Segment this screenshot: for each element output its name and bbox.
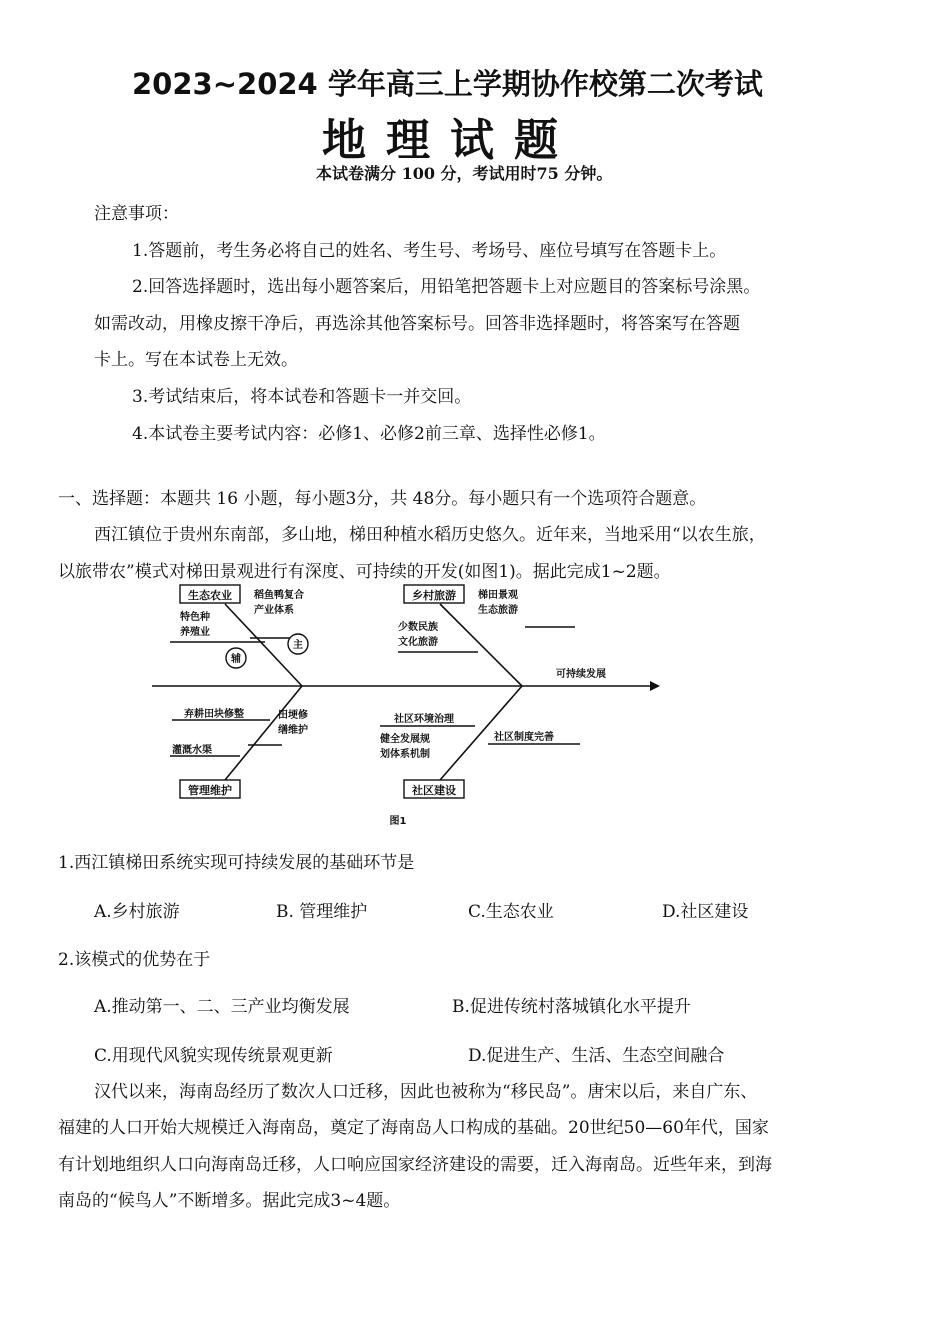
box-eco-agri-label: 生态农业: [188, 589, 232, 602]
label-terrace-landscape: 梯田景观: [478, 590, 518, 601]
option-c[interactable]: C.生态农业: [468, 902, 554, 922]
option-a[interactable]: A.乡村旅游: [94, 902, 180, 922]
section-heading: 一、选择题：本题共 16 小题，每小题3分，共 48分。每小题只有一个选项符合题意。: [58, 489, 707, 509]
label-goal: 可持续发展: [556, 669, 606, 680]
box-management-label: 管理维护: [188, 784, 232, 797]
label-minority-culture: 少数民族: [398, 622, 438, 633]
subject-title: 地理试题: [322, 115, 578, 166]
exam-title: 2023~2024 学年高三上学期协作校第二次考试: [132, 67, 763, 101]
main-label: 主: [293, 640, 303, 651]
label-special-farming: 养殖业: [180, 627, 210, 638]
label-ridge-repair: 缮维护: [278, 725, 308, 736]
notice-item: 1.答题前，考生务必将自己的姓名、考生号、考场号、座位号填写在答题卡上。: [132, 241, 727, 261]
label-rice-fish-duck: 稻鱼鸭复合: [254, 590, 304, 601]
option-d[interactable]: D.促进生产、生活、生态空间融合: [468, 1046, 725, 1066]
label-community-env: 社区环境治理: [394, 714, 454, 725]
label-community-system: 社区制度完善: [494, 732, 554, 743]
label-rice-fish-duck: 产业体系: [254, 605, 294, 616]
option-a[interactable]: A.推动第一、二、三产业均衡发展: [94, 997, 350, 1017]
option-b[interactable]: B. 管理维护: [276, 902, 368, 922]
passage-line: 汉代以来，海南岛经历了数次人口迁移，因此也被称为“移民岛”。唐宋以后，来自广东、: [94, 1082, 758, 1102]
option-d[interactable]: D.社区建设: [662, 902, 749, 922]
label-dev-planning: 健全发展规: [380, 734, 430, 745]
option-b[interactable]: B.促进传统村落城镇化水平提升: [452, 997, 691, 1017]
label-dev-planning: 划体系机制: [380, 749, 430, 760]
box-community-label: 社区建设: [412, 784, 456, 797]
figure-caption: 图1: [389, 816, 407, 827]
passage-line: 西江镇位于贵州东南部，多山地，梯田种植水稻历史悠久。近年来，当地采用“以农生旅，: [94, 525, 766, 545]
notice-item: 卡上。写在本试卷上无效。: [94, 350, 298, 370]
label-ridge-repair: 田埂修: [278, 710, 308, 721]
label-irrigation: 灌溉水渠: [172, 745, 212, 756]
passage-line: 以旅带农”模式对梯田景观进行有深度、可持续的开发(如图1)。据此完成1~2题。: [58, 562, 671, 582]
passage-line: 有计划地组织人口向海南岛迁移，人口响应国家经济建设的需要，迁入海南岛。近些年来，到海: [58, 1155, 772, 1175]
passage-line: 福建的人口开始大规模迁入海南岛，奠定了海南岛人口构成的基础。20世纪50—60年代，国家: [58, 1118, 769, 1138]
label-abandoned-fields: 弃耕田块修整: [184, 709, 244, 720]
notice-heading: 注意事项：: [94, 204, 179, 224]
option-c[interactable]: C.用现代风貌实现传统景观更新: [94, 1046, 333, 1066]
box-rural-tourism-label: 乡村旅游: [412, 589, 456, 602]
label-minority-culture: 文化旅游: [398, 637, 438, 648]
question-stem: 2.该模式的优势在于: [58, 950, 211, 970]
arrow-head: [650, 681, 660, 691]
notice-item: 4.本试卷主要考试内容：必修1、必修2前三章、选择性必修1。: [132, 424, 606, 444]
notice-item: 如需改动，用橡皮擦干净后，再选涂其他答案标号。回答非选择题时，将答案写在答题: [94, 314, 740, 334]
label-terrace-landscape: 生态旅游: [478, 605, 518, 616]
score-info: 本试卷满分 100 分，考试用时75 分钟。: [316, 164, 613, 183]
fishbone-diagram: [150, 580, 660, 830]
notice-item: 2.回答选择题时，选出每小题答案后，用铅笔把答题卡上对应题目的答案标号涂黑。: [132, 277, 761, 297]
passage-line: 南岛的“候鸟人”不断增多。据此完成3~4题。: [58, 1191, 401, 1211]
auxiliary-label: 辅: [231, 654, 241, 665]
question-stem: 1.西江镇梯田系统实现可持续发展的基础环节是: [58, 853, 415, 873]
label-special-farming: 特色种: [180, 612, 210, 623]
notice-item: 3.考试结束后，将本试卷和答题卡一并交回。: [132, 387, 472, 407]
